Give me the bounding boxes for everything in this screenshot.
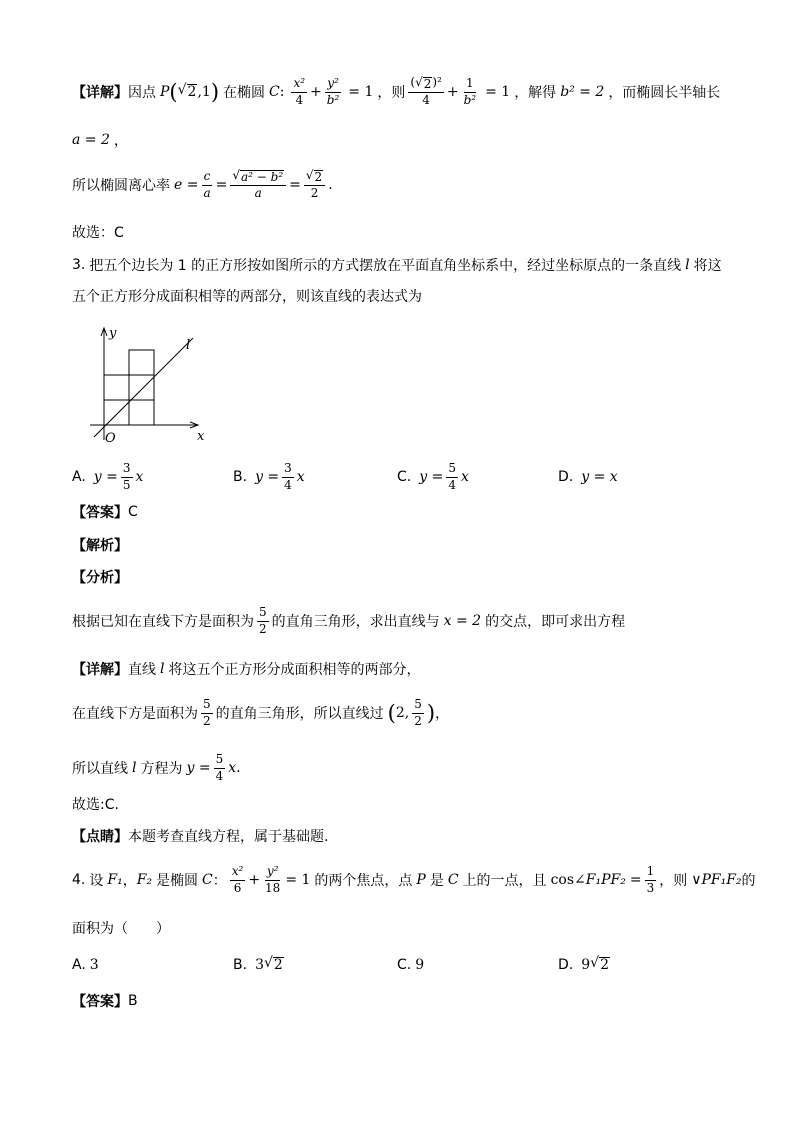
text: 设 — [89, 873, 104, 889]
text: ，而椭圆长半轴长 — [608, 85, 721, 101]
fraction — [462, 77, 479, 108]
radical-sign: √ — [177, 82, 187, 99]
text: 上的一点，且 — [462, 873, 547, 889]
text: 把五个边长为 1 的正方形按如图所示的方式摆放在平面直角坐标系中，经过坐标原点的一条直线 — [89, 258, 682, 274]
equation: y = — [419, 469, 444, 485]
unit-square — [104, 400, 129, 425]
fraction — [291, 77, 307, 108]
comment-tag: 【点睛】 — [72, 829, 128, 845]
detail-tag: 【详解】 — [72, 662, 128, 678]
fraction — [121, 462, 133, 493]
paren-close: )² — [432, 75, 442, 89]
fraction — [201, 170, 212, 201]
denominator: a — [203, 185, 211, 200]
equation: = 1 — [348, 84, 374, 100]
option-label: C. — [397, 957, 412, 973]
radical-sign: √ — [415, 75, 423, 89]
radical-sign: √ — [305, 168, 314, 182]
detail-tag: 【详解】 — [72, 85, 128, 101]
text: 直线 — [128, 662, 156, 678]
fraction — [230, 865, 246, 896]
period: . — [236, 760, 241, 776]
text: 的 — [741, 873, 756, 889]
var-p: P — [416, 872, 426, 888]
var-f1: F₁ — [107, 872, 123, 888]
point-x: 2, — [395, 705, 410, 721]
denominator: 4 — [295, 92, 304, 107]
fraction — [645, 865, 657, 896]
radical-sign: √ — [232, 168, 241, 182]
denominator: 18 — [265, 880, 281, 895]
fraction — [201, 698, 213, 729]
paren-open: ( — [169, 79, 178, 104]
denominator: 4 — [422, 93, 430, 108]
answer-line — [72, 981, 138, 1021]
plus-sign: + — [248, 872, 261, 888]
sqrt — [232, 169, 284, 184]
detail-line-2 — [72, 693, 449, 733]
text: ，解得 — [514, 85, 557, 101]
denominator: 3 — [646, 880, 655, 895]
equation: e = — [174, 177, 199, 193]
plus-sign: + — [310, 84, 322, 100]
unit-square — [129, 350, 154, 375]
numerator: 1 — [645, 865, 657, 881]
line-label: l — [186, 338, 191, 353]
denominator: b² — [326, 92, 340, 107]
var-l: l — [685, 257, 690, 273]
text: 将这 — [693, 258, 722, 274]
text: 方程为 — [140, 761, 183, 777]
option-label: A. — [72, 957, 86, 973]
plus-sign: + — [446, 84, 459, 100]
text: ，则 — [659, 873, 688, 889]
fraction — [412, 698, 424, 729]
solution-line-3 — [72, 165, 333, 205]
radicand: 2 — [273, 957, 283, 974]
text: ， — [113, 133, 128, 149]
numerator: y² — [325, 77, 341, 93]
angle-name: F₁PF₂ — [585, 872, 626, 888]
denominator: 4 — [284, 477, 292, 492]
equation: x = 2 — [443, 613, 482, 629]
text: 的直角三角形，所以直线过 — [215, 706, 384, 722]
comment-line — [72, 816, 328, 856]
denominator: 2 — [203, 713, 211, 728]
line-l — [94, 338, 193, 437]
option-label: A. — [72, 469, 86, 485]
denominator: 4 — [215, 768, 224, 783]
equation: x — [296, 469, 305, 485]
paren-open: ( — [410, 75, 416, 89]
text: 在直线下方是面积为 — [72, 706, 198, 722]
var-c: C — [269, 84, 280, 100]
numerator — [304, 169, 325, 186]
sqrt — [306, 169, 323, 184]
fraction — [230, 169, 286, 201]
equation: y = — [186, 760, 211, 776]
numerator: 5 — [446, 462, 458, 478]
denominator: a — [254, 186, 262, 201]
equals-sign: = — [289, 177, 301, 193]
unit-square — [104, 375, 129, 400]
fenxi-tag: 【分析】 — [72, 570, 128, 586]
coefficient: 9 — [581, 957, 591, 973]
numerator — [408, 76, 443, 93]
equation: x — [135, 469, 144, 485]
detail-line-3 — [72, 748, 241, 788]
text: 因点 — [128, 85, 156, 101]
text: 在椭圆 — [223, 85, 266, 101]
option-c — [397, 457, 469, 497]
radicand: 2 — [423, 77, 432, 91]
radical-sign: √ — [590, 955, 600, 972]
fraction — [325, 77, 342, 108]
option-b — [233, 945, 284, 985]
text: 所以椭圆离心率 — [72, 178, 170, 194]
radical-sign: √ — [263, 955, 273, 972]
text: 五个正方形分成面积相等的两部分，则该直线的表达式为 — [72, 289, 422, 305]
option-value: 3 — [89, 957, 99, 973]
numerator: 5 — [201, 698, 213, 714]
equation: a = 2 — [72, 132, 110, 148]
fraction — [304, 169, 325, 201]
origin-label: O — [105, 431, 116, 446]
option-label: C. — [397, 469, 412, 485]
radicand: a² − b² — [241, 170, 284, 184]
numerator: 5 — [257, 606, 269, 622]
numerator: 5 — [214, 753, 226, 769]
var-l: l — [160, 661, 165, 677]
equation: y = x — [581, 469, 618, 485]
text: 是椭圆 — [156, 873, 199, 889]
var-c: C — [202, 872, 213, 888]
solution-line-1 — [72, 72, 720, 112]
question-number: 4. — [72, 872, 86, 888]
text: 所以直线 — [72, 761, 128, 777]
y-axis-label: y — [109, 326, 117, 341]
text: 故选：C — [72, 225, 124, 241]
option-d — [558, 457, 618, 497]
text: 是 — [429, 873, 444, 889]
fraction — [408, 76, 443, 108]
text: 的交点，即可求出方程 — [485, 614, 626, 630]
answer-value: B — [128, 993, 138, 1009]
option-a — [72, 945, 99, 985]
equation: x — [228, 760, 237, 776]
equation: x — [460, 469, 469, 485]
jiexi-tag: 【解析】 — [72, 538, 128, 554]
question-number: 3. — [72, 257, 86, 273]
sqrt — [415, 76, 432, 91]
text: 面积为（ ） — [72, 921, 170, 937]
var-f2: F₂ — [136, 872, 153, 888]
triangle-name: PF₁F₂ — [701, 872, 742, 888]
numerator — [230, 169, 286, 186]
equals-sign: = — [215, 177, 228, 193]
fraction — [446, 462, 458, 493]
text: 的两个焦点，点 — [314, 873, 413, 889]
colon: : — [279, 84, 285, 100]
x-axis-label: x — [197, 429, 205, 444]
answer-tag: 【答案】 — [72, 994, 128, 1010]
option-label: D. — [558, 469, 574, 485]
option-label: D. — [558, 957, 574, 973]
text: 的直角三角形，求出直线与 — [271, 614, 440, 630]
option-label: B. — [233, 957, 248, 973]
numerator: c — [202, 170, 213, 186]
numerator: 3 — [121, 462, 133, 478]
radicand: 2 — [600, 957, 609, 974]
equation: = 1 — [485, 84, 511, 100]
denominator: 2 — [414, 713, 422, 728]
fraction — [263, 865, 282, 896]
question-3-line-2 — [72, 276, 422, 316]
fraction — [282, 462, 294, 493]
text: 故选:C. — [72, 797, 119, 813]
answer-tag: 【答案】 — [72, 505, 128, 521]
denominator: 4 — [448, 477, 456, 492]
point-rest: ,1 — [197, 84, 211, 100]
coefficient: 3 — [255, 957, 264, 973]
separator: ， — [122, 873, 137, 889]
detail-line-1 — [72, 649, 420, 689]
unit-square — [129, 400, 154, 425]
text: 本题考查直线方程，属于基础题. — [128, 829, 329, 845]
paren-close: ) — [426, 700, 436, 725]
equation: b² = 2 — [560, 84, 605, 100]
option-label: B. — [233, 469, 248, 485]
numerator: x² — [230, 865, 246, 881]
numerator: x² — [291, 77, 307, 93]
paren-open: ( — [387, 700, 396, 725]
option-value: 9 — [415, 957, 425, 973]
solution-line-2 — [72, 120, 128, 160]
sqrt — [590, 956, 610, 973]
fraction — [214, 753, 226, 784]
cos-angle: cos∠ — [550, 872, 586, 888]
denominator: 2 — [310, 186, 319, 201]
text: 根据已知在直线下方是面积为 — [72, 614, 254, 630]
sqrt — [178, 83, 198, 100]
var-c: C — [447, 872, 459, 888]
period: . — [328, 177, 333, 193]
fraction — [257, 606, 269, 637]
equation: = 1 — [285, 872, 311, 888]
colon: ： — [212, 873, 227, 889]
equation: y = — [255, 469, 280, 485]
text: ，则 — [377, 85, 406, 101]
numerator: 5 — [412, 698, 424, 714]
equation: y = — [93, 469, 118, 485]
equals-sign: = — [629, 872, 642, 888]
option-a — [72, 457, 143, 497]
numerator: 3 — [282, 462, 294, 478]
paren-close: ) — [210, 79, 220, 104]
answer-value: C — [128, 504, 138, 520]
option-c — [397, 945, 424, 985]
triangle-symbol: ∨ — [691, 872, 702, 888]
question-4-line-1 — [72, 860, 756, 900]
fenxi-line — [72, 557, 128, 597]
denominator: 2 — [259, 621, 267, 636]
var-p: P — [160, 84, 170, 100]
radicand: 2 — [314, 170, 323, 184]
sqrt — [264, 956, 284, 973]
analysis-line — [72, 601, 625, 641]
option-d — [558, 945, 610, 985]
denominator: b² — [463, 92, 477, 107]
denominator: 5 — [122, 477, 131, 492]
var-l: l — [132, 760, 137, 776]
question-4-line-2 — [72, 908, 170, 948]
numerator: y² — [265, 865, 281, 881]
option-b — [233, 457, 305, 497]
numerator: 1 — [464, 77, 476, 93]
text: ， — [435, 706, 450, 722]
text: 将这五个正方形分成面积相等的两部分， — [168, 662, 421, 678]
radicand: 2 — [187, 84, 197, 101]
unit-square — [129, 375, 154, 400]
coordinate-figure — [88, 322, 213, 447]
denominator: 6 — [233, 880, 242, 895]
